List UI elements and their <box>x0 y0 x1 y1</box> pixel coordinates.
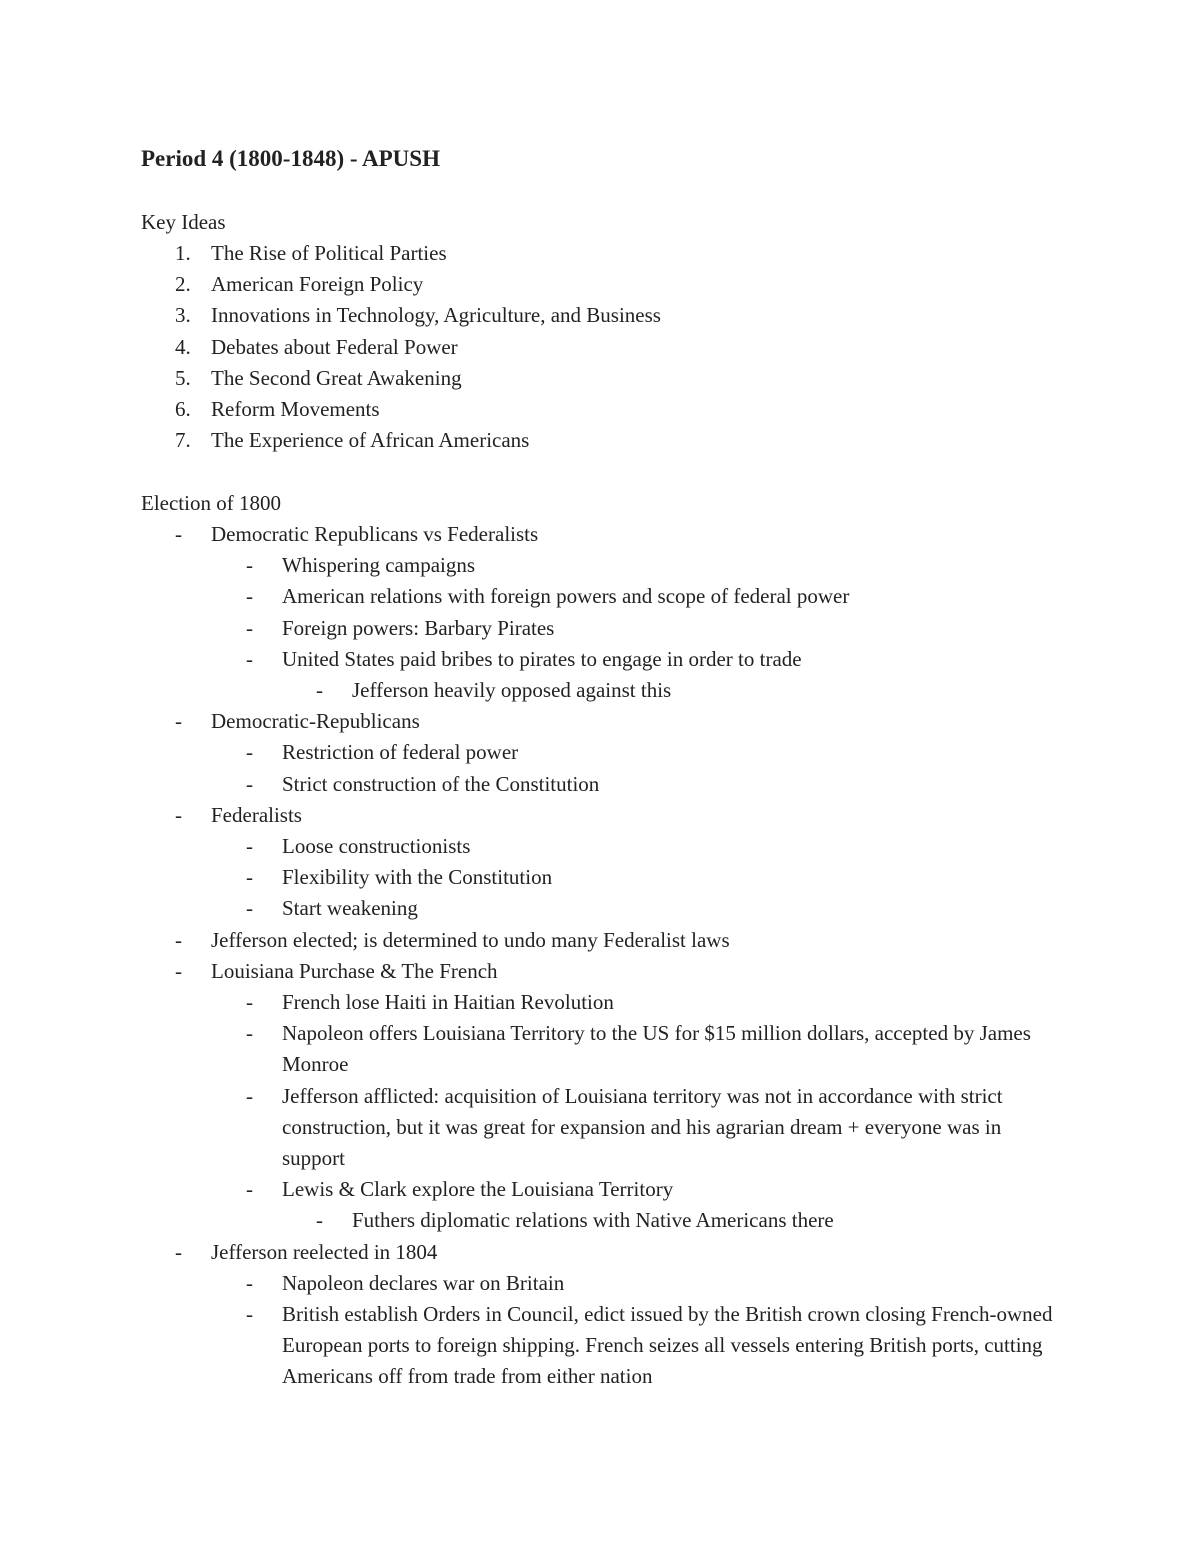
bullet-dash: - <box>316 678 323 703</box>
list-item <box>141 644 1062 675</box>
list-item <box>141 613 1062 644</box>
bullet-dash: - <box>175 927 182 952</box>
key-ideas-heading: Key Ideas <box>141 210 226 234</box>
list-item <box>141 893 1062 924</box>
list-item <box>141 675 1002 706</box>
list-item <box>141 581 1062 612</box>
list-number: 4. <box>175 334 191 359</box>
list-item-text: Flexibility with the Constitution <box>282 865 553 890</box>
bullet-dash: - <box>246 990 253 1015</box>
bullet-dash: - <box>246 646 253 671</box>
list-item-text: Restriction of federal power <box>282 740 519 765</box>
list-item-text: Jefferson afflicted: acquisition of Louisiana territory was not in accordance with strict construction, but it was great for expansion and his agrarian dream + everyone was in support <box>282 1083 1003 1171</box>
list-item <box>141 1299 1062 1393</box>
list-item-text: Jefferson elected; is determined to undo many Federalist laws <box>211 927 730 952</box>
list-item <box>141 394 1091 425</box>
list-item-text: The Experience of African Americans <box>211 428 530 453</box>
list-number: 1. <box>175 241 191 265</box>
list-item <box>141 1268 1062 1299</box>
list-item <box>141 1081 1062 1175</box>
list-item <box>141 238 1091 269</box>
list-item <box>141 550 1062 581</box>
page-title: Period 4 (1800-1848) - APUSH <box>141 146 440 171</box>
bullet-dash: - <box>316 1208 323 1233</box>
list-item-text: British establish Orders in Council, edict issued by the British crown closing French-owned European ports to foreign shipping. French seizes all vessels entering British ports, cutting Americans off from trade from either nation <box>282 1302 1053 1389</box>
bullet-dash: - <box>246 584 253 609</box>
bullet-dash: - <box>246 1177 253 1202</box>
list-item-text: French lose Haiti in Haitian Revolution <box>282 990 614 1015</box>
list-item-text: Loose constructionists <box>282 834 471 859</box>
list-number: 2. <box>175 272 191 297</box>
bullet-dash: - <box>175 709 182 734</box>
list-item <box>141 737 1062 768</box>
list-item-text: Napoleon offers Louisiana Territory to the US for $15 million dollars, accepted by James Monroe <box>282 1021 1031 1077</box>
list-item <box>141 706 1091 737</box>
list-item-text: The Second Great Awakening <box>211 365 462 390</box>
bullet-dash: - <box>246 1021 253 1046</box>
list-item <box>141 363 1091 394</box>
list-item-text: The Rise of Political Parties <box>211 241 447 265</box>
bullet-dash: - <box>246 615 253 640</box>
list-item <box>141 831 1062 862</box>
list-item <box>141 1205 1002 1236</box>
election-notes-list <box>141 519 1200 1393</box>
bullet-dash: - <box>246 740 253 765</box>
list-item <box>141 1174 1062 1205</box>
list-item-text: United States paid bribes to pirates to engage in order to trade <box>282 646 802 671</box>
list-item-text: Whispering campaigns <box>282 553 476 578</box>
list-item <box>141 769 1062 800</box>
list-item-text: Futhers diplomatic relations with Native Americans there <box>352 1208 834 1233</box>
list-item-text: American Foreign Policy <box>211 272 424 297</box>
list-item-text: Debates about Federal Power <box>211 334 458 359</box>
bullet-dash: - <box>246 553 253 578</box>
bullet-dash: - <box>246 834 253 859</box>
bullet-dash: - <box>175 1239 182 1264</box>
list-item <box>141 332 1091 363</box>
list-item-text: Strict construction of the Constitution <box>282 771 600 796</box>
list-item <box>141 800 1091 831</box>
key-ideas-list <box>141 238 1200 456</box>
list-item-text: Napoleon declares war on Britain <box>282 1270 565 1295</box>
list-item-text: Jefferson reelected in 1804 <box>211 1239 438 1264</box>
list-item-text: Democratic Republicans vs Federalists <box>211 522 539 546</box>
bullet-dash: - <box>246 1302 253 1327</box>
list-number: 6. <box>175 397 191 422</box>
list-item-text: Jefferson heavily opposed against this <box>352 678 672 703</box>
list-item <box>141 925 1091 956</box>
election-heading: Election of 1800 <box>141 491 281 515</box>
list-number: 5. <box>175 365 191 390</box>
list-item-text: Lewis & Clark explore the Louisiana Territory <box>282 1177 674 1202</box>
list-item <box>141 1018 1062 1080</box>
list-item-text: Start weakening <box>282 896 418 921</box>
bullet-dash: - <box>175 522 182 546</box>
bullet-dash: - <box>246 1083 253 1108</box>
list-item <box>141 1237 1091 1268</box>
list-number: 3. <box>175 303 191 328</box>
list-item-text: Federalists <box>211 802 302 827</box>
list-item-text: Democratic-Republicans <box>211 709 420 734</box>
list-item <box>141 862 1062 893</box>
list-item-text: Louisiana Purchase & The French <box>211 958 498 983</box>
bullet-dash: - <box>246 896 253 921</box>
bullet-dash: - <box>175 958 182 983</box>
list-item <box>141 519 1091 550</box>
bullet-dash: - <box>246 865 253 890</box>
list-number: 7. <box>175 428 191 453</box>
list-item <box>141 956 1091 987</box>
list-item <box>141 987 1062 1018</box>
list-item <box>141 300 1091 331</box>
list-item <box>141 269 1091 300</box>
list-item-text: Reform Movements <box>211 397 380 422</box>
list-item-text: American relations with foreign powers and scope of federal power <box>282 584 850 609</box>
list-item <box>141 425 1091 456</box>
list-item-text: Innovations in Technology, Agriculture, and Business <box>211 303 661 328</box>
bullet-dash: - <box>246 1270 253 1295</box>
list-item-text: Foreign powers: Barbary Pirates <box>282 615 555 640</box>
bullet-dash: - <box>175 802 182 827</box>
bullet-dash: - <box>246 771 253 796</box>
